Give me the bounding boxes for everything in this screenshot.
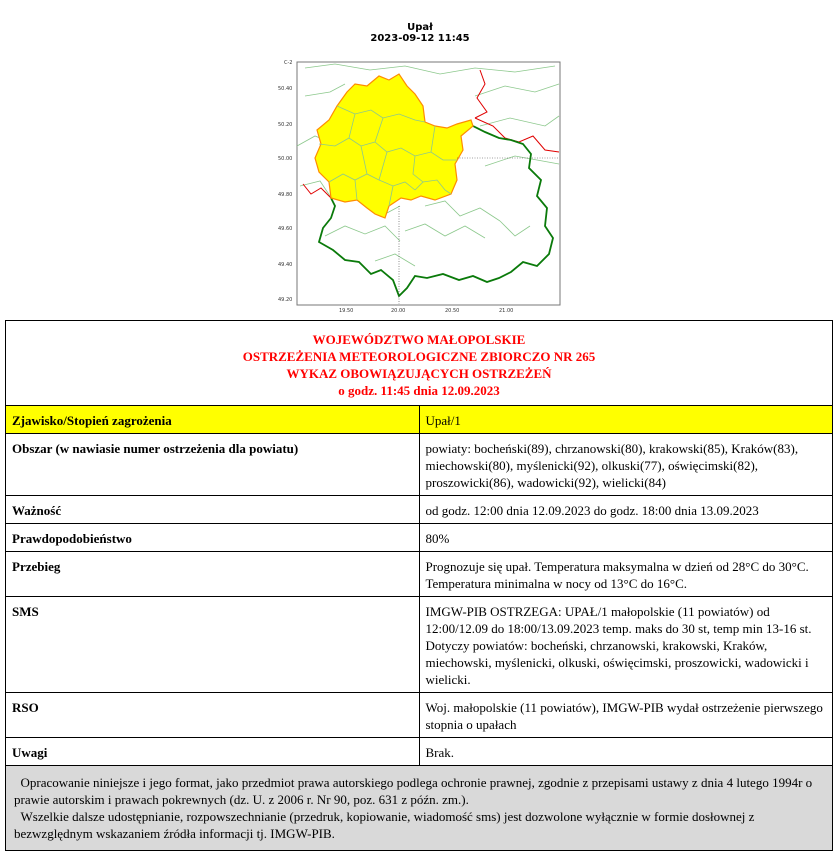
table-row bbox=[6, 524, 833, 552]
row-value-sms: IMGW-PIB OSTRZEGA: UPAŁ/1 małopolskie (11 powiatów) od 12:00/12.09 do 18:00/13.09.2023 temp. maks do 30 st, temp min 13-16 st. Dotyczy powiatów: bocheński, chrzanowski, krakowski, Kraków, miechowski, myślenicki, olkuski, oświęcimski, proszowicki, wadowicki i wielicki. bbox=[419, 597, 833, 693]
warning-header bbox=[6, 321, 833, 406]
lat-tick: 50.00 bbox=[278, 156, 293, 162]
table-row bbox=[6, 552, 833, 597]
lon-tick: 19.50 bbox=[339, 308, 354, 312]
distribution-paragraph bbox=[14, 808, 824, 842]
row-value-course: Prognozuje się upał. Temperatura maksymalna w dzień od 28°C do 30°C. Temperatura minimalna w nocy od 13°C do 16°C. bbox=[419, 552, 833, 597]
lat-tick: 50.40 bbox=[278, 86, 293, 92]
map-datetime: 2023-09-12 11:45 bbox=[370, 33, 470, 44]
lat-tick: 49.40 bbox=[278, 262, 293, 268]
row-label-rso: RSO bbox=[6, 693, 420, 738]
warning-map-svg bbox=[275, 56, 565, 312]
row-value-area: powiaty: bocheński(89), chrzanowski(80), krakowski(85), Kraków(83), miechowski(80), myślenicki(92), olkuski(77), oświęcimski(82), proszowicki(86), wadowicki(92), wielicki(84) bbox=[419, 434, 833, 496]
lon-tick: 21.00 bbox=[499, 308, 514, 312]
table-row bbox=[6, 693, 833, 738]
row-label-sms: SMS bbox=[6, 597, 420, 693]
row-value-phenomenon: Upał/1 bbox=[419, 406, 833, 434]
map-corner-label: C-2 bbox=[284, 60, 293, 66]
distribution-text: Wszelkie dalsze udostępnianie, rozpowszechnianie (przedruk, kopiowanie, wiadomość sms) jest dozwolone wyłącznie w formie dosłownej z bezwzględnym wskazaniem źródła informacji tj. IMGW-PIB. bbox=[14, 809, 755, 841]
lat-tick: 50.20 bbox=[278, 122, 293, 128]
header-voivodeship: WOJEWÓDZTWO MAŁOPOLSKIE bbox=[312, 332, 526, 347]
copyright-notice bbox=[6, 766, 833, 851]
warning-table bbox=[5, 320, 833, 851]
table-row bbox=[6, 496, 833, 524]
row-label-course: Przebieg bbox=[6, 552, 420, 597]
header-list-title: WYKAZ OBOWIĄZUJĄCYCH OSTRZEŻEŃ bbox=[286, 366, 552, 381]
row-value-validity: od godz. 12:00 dnia 12.09.2023 do godz. 18:00 dnia 13.09.2023 bbox=[419, 496, 833, 524]
table-row bbox=[6, 434, 833, 496]
row-label-validity: Ważność bbox=[6, 496, 420, 524]
table-row bbox=[6, 738, 833, 766]
header-issue-time: o godz. 11:45 dnia 12.09.2023 bbox=[338, 383, 500, 398]
lon-tick: 20.00 bbox=[391, 308, 406, 312]
lat-tick: 49.80 bbox=[278, 192, 293, 198]
lon-tick: 20.50 bbox=[445, 308, 460, 312]
table-row bbox=[6, 597, 833, 693]
copyright-paragraph bbox=[14, 774, 824, 808]
row-label-probability: Prawdopodobieństwo bbox=[6, 524, 420, 552]
row-label-remarks: Uwagi bbox=[6, 738, 420, 766]
copyright-text: Opracowanie niniejsze i jego format, jako przedmiot prawa autorskiego podlega ochronie prawnej, zgodnie z przepisami ustawy z dnia 4 lutego 1994r o prawie autorskim i prawach pokrewnych (dz. U. z 2006 r. Nr 90, poz. 631 z późn. zm.). bbox=[14, 775, 813, 807]
lon-tick-labels bbox=[339, 308, 513, 312]
table-row bbox=[6, 406, 833, 434]
header-bulletin: OSTRZEŻENIA METEOROLOGICZNE ZBIORCZO NR 265 bbox=[242, 349, 596, 364]
row-value-remarks: Brak. bbox=[419, 738, 833, 766]
lat-tick-labels bbox=[278, 86, 292, 303]
warning-map bbox=[275, 56, 565, 312]
row-label-phenomenon: Zjawisko/Stopień zagrożenia bbox=[6, 406, 420, 434]
row-label-area: Obszar (w nawiasie numer ostrzeżenia dla powiatu) bbox=[6, 434, 420, 496]
row-value-probability: 80% bbox=[419, 524, 833, 552]
row-value-rso: Woj. małopolskie (11 powiatów), IMGW-PIB wydał ostrzeżenie pierwszego stopnia o upałach bbox=[419, 693, 833, 738]
map-title: Upał bbox=[407, 22, 433, 33]
lat-tick: 49.20 bbox=[278, 297, 293, 303]
lat-tick: 49.60 bbox=[278, 226, 293, 232]
